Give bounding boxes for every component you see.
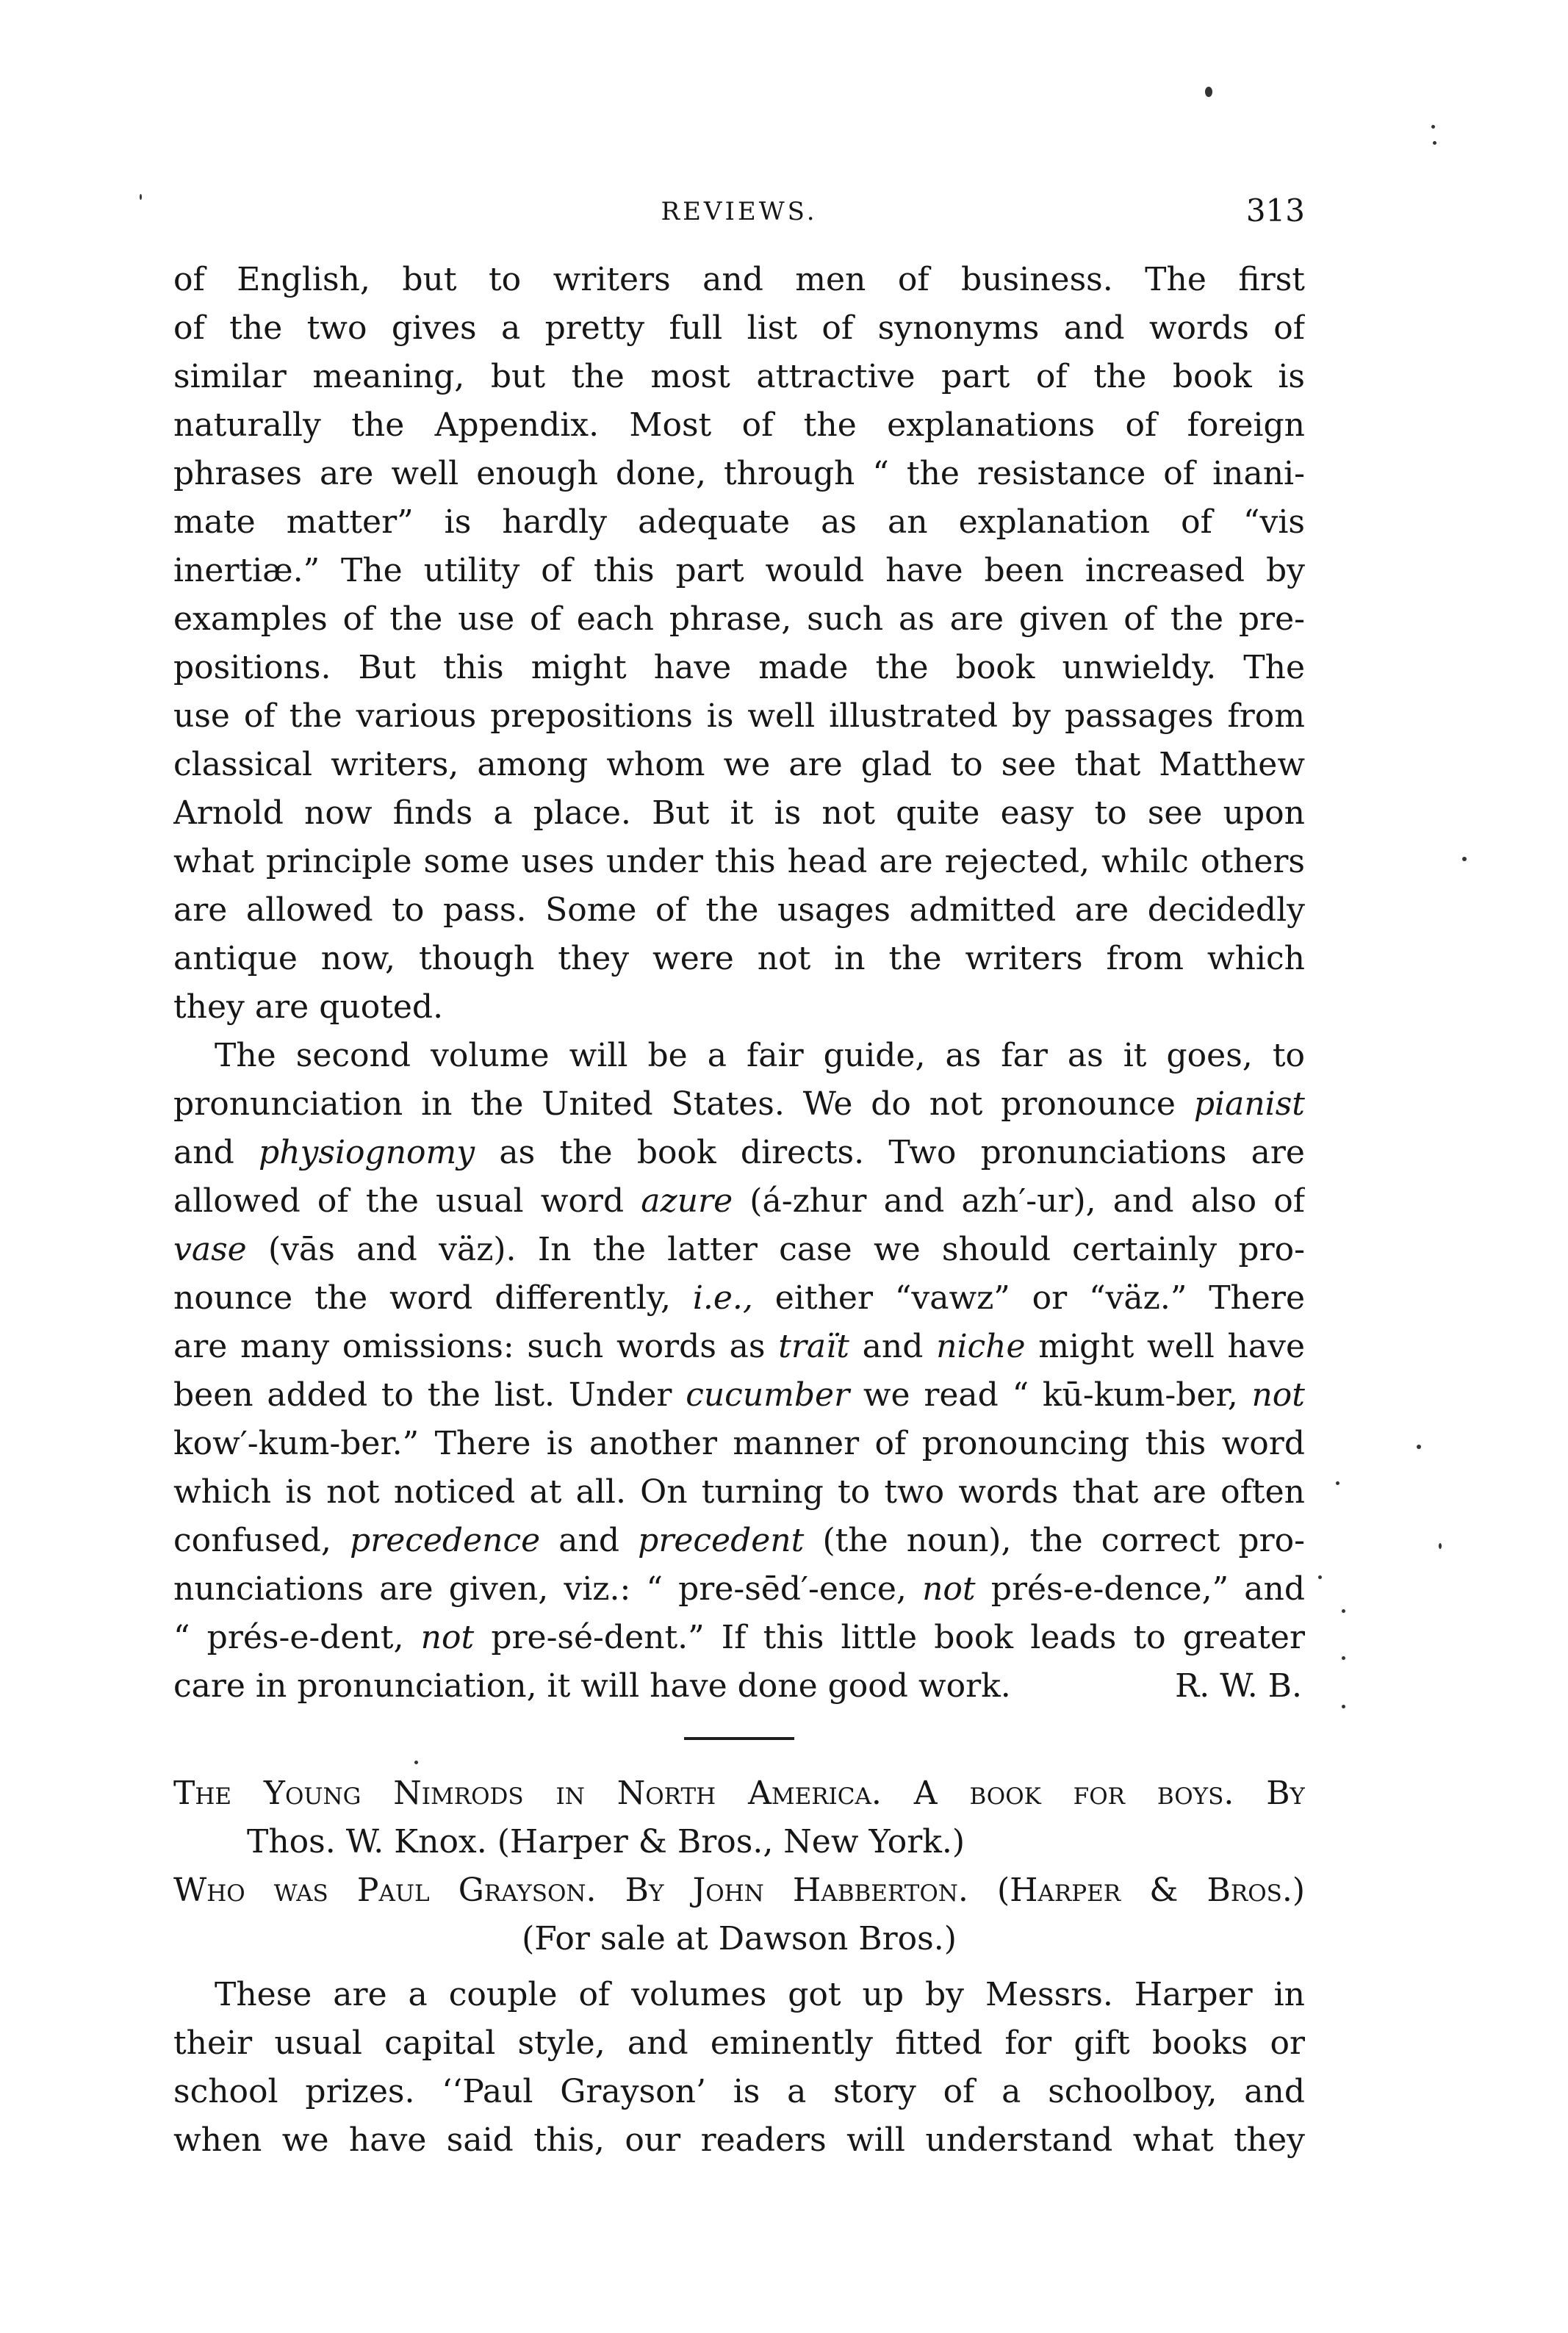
review-1-paragraph-1 <box>173 256 1305 1032</box>
italic-term: precedent <box>638 1522 805 1559</box>
page-body <box>173 256 1305 2165</box>
running-head <box>173 193 1305 237</box>
text-run: “ prés-e-dent, <box>173 1619 404 1656</box>
text-line: kow′-kum-ber.” There is another manner of pronouncing this word <box>173 1425 1305 1462</box>
text-line: which is not noticed at all. On turning to two words that are often <box>173 1473 1305 1511</box>
scan-speck <box>1342 1656 1345 1660</box>
text-line: phrases are well enough done, through “ the resistance of inani- <box>173 455 1305 492</box>
scan-speck <box>1318 1575 1322 1579</box>
scan-speck <box>1433 141 1436 145</box>
text-line: school prizes. ‘‘Paul Grayson’ is a story of a schoolboy, and <box>173 2073 1305 2110</box>
text-line <box>173 1371 1305 1420</box>
italic-term: not <box>420 1619 475 1656</box>
italic-term: traït <box>778 1328 849 1365</box>
book-entry-author: Thos. W. Knox. (Harper & Bros., New York.) <box>247 1823 965 1861</box>
text-line: what principle some uses under this head are rejected, whilc others <box>173 843 1305 880</box>
italic-term: physiognomy <box>259 1134 475 1171</box>
text-run: pronunciation in the United States. We do not pronounce <box>173 1085 1176 1123</box>
text-run: (á-zhur and azh′-ur), and also of <box>749 1182 1305 1220</box>
text-run: allowed of the usual word <box>173 1182 625 1220</box>
italic-term: i.e., <box>692 1279 753 1317</box>
text-run: and <box>862 1328 924 1365</box>
text-line: similar meaning, but the most attractive part of the book is <box>173 358 1305 395</box>
text-line: The second volume will be a fair guide, as far as it goes, to <box>215 1037 1305 1074</box>
text-line <box>173 1662 1305 1711</box>
scan-speck <box>1431 125 1435 129</box>
divider-rule <box>684 1737 794 1740</box>
scan-speck <box>1342 1705 1345 1708</box>
book-entry-title: The Young Nimrods in North America. A book for boys. By <box>173 1775 1305 1812</box>
text-run: are many omissions: such words as <box>173 1328 766 1365</box>
scan-speck <box>1439 1543 1442 1549</box>
text-run: care in pronunciation, it will have done good work. <box>173 1667 1011 1705</box>
text-line <box>173 1274 1305 1323</box>
text-line: use of the various prepositions is well illustrated by passages from <box>173 697 1305 735</box>
text-line: classical writers, among whom we are glad to see that Matthew <box>173 746 1305 783</box>
text-line: are allowed to pass. Some of the usages admitted are decidedly <box>173 891 1305 929</box>
italic-term: pianist <box>1193 1085 1305 1123</box>
scan-speck <box>1205 87 1212 97</box>
text-line <box>173 1080 1305 1129</box>
text-line: mate matter” is hardly adequate as an explanation of “vis <box>173 503 1305 541</box>
reviewer-signature: R. W. B. <box>1175 1667 1302 1705</box>
text-line: positions. But this might have made the book unwieldy. The <box>173 649 1305 686</box>
italic-term: not <box>1251 1376 1305 1414</box>
scan-speck <box>414 1761 418 1764</box>
scan-speck <box>1462 857 1467 861</box>
scan-speck <box>1417 1445 1421 1449</box>
text-line: of the two gives a pretty full list of synonyms and words of <box>173 309 1305 347</box>
sale-note: (For sale at Dawson Bros.) <box>522 1920 957 1958</box>
review-2-headings <box>173 1769 1305 1963</box>
text-line <box>173 1226 1305 1274</box>
scan-speck <box>1336 1481 1339 1485</box>
italic-term: not <box>922 1570 976 1608</box>
text-run: pre-sé-dent.” If this little book leads to greater <box>491 1619 1305 1656</box>
text-line <box>173 1129 1305 1177</box>
text-run: nunciations are given, viz.: “ pre-sēd′-ence, <box>173 1570 907 1608</box>
text-run: might well have <box>1038 1328 1305 1365</box>
text-line <box>173 1614 1305 1662</box>
text-run: nounce the word differently, <box>173 1279 671 1317</box>
text-run: and <box>558 1522 620 1559</box>
italic-term: vase <box>173 1231 247 1268</box>
text-line <box>173 1323 1305 1371</box>
text-line <box>173 1177 1305 1226</box>
text-line: examples of the use of each phrase, such as are given of the pre- <box>173 600 1305 638</box>
page-number: 313 <box>1245 193 1305 229</box>
text-run: prés-e-dence,” and <box>990 1570 1305 1608</box>
review-2-paragraph-1 <box>173 1971 1305 2165</box>
text-line <box>173 1517 1305 1565</box>
italic-term: cucumber <box>686 1376 850 1414</box>
text-run: we read “ kū-kum-ber, <box>863 1376 1238 1414</box>
text-run: (the noun), the correct pro- <box>822 1522 1305 1559</box>
text-line: These are a couple of volumes got up by Messrs. Harper in <box>215 1976 1305 2013</box>
section-divider <box>173 1711 1305 1769</box>
review-1-paragraph-2 <box>173 1032 1305 1711</box>
text-run: been added to the list. Under <box>173 1376 672 1414</box>
text-line: their usual capital style, and eminently fitted for gift books or <box>173 2024 1305 2062</box>
text-run: and <box>173 1134 234 1171</box>
scan-speck <box>1342 1609 1345 1613</box>
italic-term: niche <box>936 1328 1026 1365</box>
text-run: confused, <box>173 1522 331 1559</box>
text-line: inertiæ.” The utility of this part would have been increased by <box>173 552 1305 589</box>
italic-term: azure <box>641 1182 733 1220</box>
scan-speck <box>140 194 142 200</box>
spacer <box>173 1963 1305 1971</box>
running-title: REVIEWS. <box>661 197 818 226</box>
text-run: either “vawz” or “väz.” There <box>774 1279 1305 1317</box>
text-run: (vās and väz). In the latter case we should certainly pro- <box>268 1231 1305 1268</box>
italic-term: precedence <box>350 1522 541 1559</box>
text-run: as the book directs. Two pronunciations are <box>499 1134 1305 1171</box>
text-line: of English, but to writers and men of business. The first <box>173 261 1305 298</box>
text-line: they are quoted. <box>173 988 444 1026</box>
text-line: when we have said this, our readers will understand what they <box>173 2121 1305 2159</box>
text-line: naturally the Appendix. Most of the explanations of foreign <box>173 406 1305 444</box>
text-line: antique now, though they were not in the writers from which <box>173 940 1305 977</box>
book-entry-title: Who was Paul Grayson. By John Habberton. (Harper & Bros.) <box>173 1872 1305 1909</box>
text-line <box>173 1565 1305 1614</box>
text-line: Arnold now finds a place. But it is not quite easy to see upon <box>173 794 1305 832</box>
